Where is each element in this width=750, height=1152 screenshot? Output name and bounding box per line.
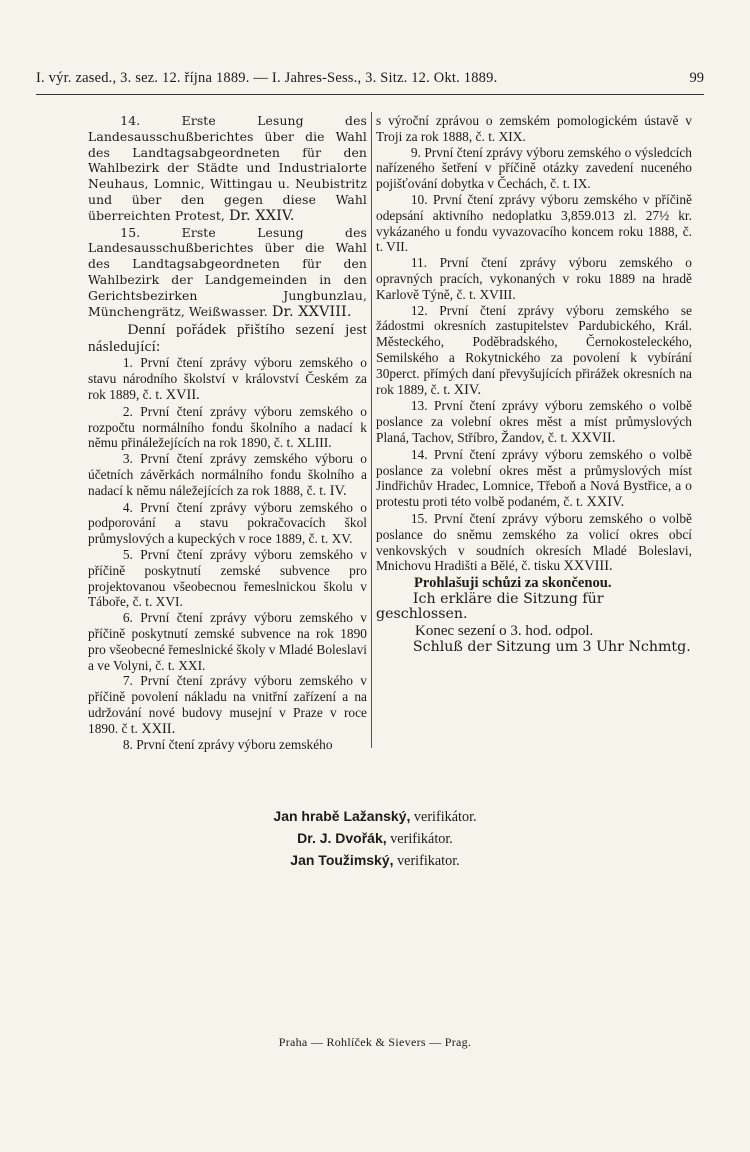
agenda-item: 13. První čtení zprávy výboru zemského o volbě poslance za volební okres měst a míst průmyslových Planá, Tachov, Stříbro, Žandov, č. t. XXVII. bbox=[376, 398, 692, 446]
agenda-item: 14. První čtení zprávy výboru zemského o volbě poslance za volební okres měst a průmyslových míst Jindřichův Hradec, Lomnice, Třeboň a Nová Bystřice, a o protestu proti této volbě podaném, č. t. XXIV. bbox=[376, 446, 692, 511]
agenda-item: 15. První čtení zprávy výboru zemského o volbě poslance do sněmu zemského za volicí okres obcí venkovských v soudních okresích Mladé Boleslavi, Mnichovu Hradišti a Bělé, č. tisku XXVIII. bbox=[376, 510, 692, 575]
column-separator bbox=[371, 112, 372, 748]
agenda-heading: Denní pořádek přištího sezení jest následující: bbox=[88, 321, 367, 356]
item-text: Erste Lesung des Landesausschußberichtes über die Wahl des Landtagsabgeordneten für den Wahlbezirk der Städte und Industrialorte Neuhaus, Lomnic, Wittingau u. Neubistritz und über den gegen diese Wahl überreichten Protest, bbox=[88, 113, 367, 223]
item-number: 15. bbox=[120, 224, 141, 240]
closing-statement-cs: Prohlašuji schůzi za skončenou. bbox=[413, 575, 612, 592]
agenda-item: 5. První čtení zprávy výboru zemského v příčině poskytnutí zemské subvence pro projektovanou všeobecnou řemeslnickou školu v Táboře, č. t. XVI. bbox=[88, 546, 367, 610]
print-reference: Dr. XXIV. bbox=[229, 207, 295, 224]
end-time-de: Schluß der Sitzung um 3 Uhr Nchmtg. bbox=[412, 638, 691, 655]
item-number: 14. bbox=[120, 113, 141, 128]
agenda-item: 7. První čtení zprávy výboru zemského v příčině povolení nákladu na vnitřní zařízení a na udržování nové budovy musejní v Praze v roce 1890. č t. XXII. bbox=[88, 673, 367, 737]
agenda-item: 2. První čtení zprávy výboru zemského o rozpočtu normálního fondu školního a nadací k němu přináležejících na rok 1890, č. t. XLIII. bbox=[88, 403, 367, 451]
header-title: I. výr. zased., 3. sez. 12. října 1889. — I. Jahres-Sess., 3. Sitz. 12. Okt. 1889. bbox=[36, 70, 498, 86]
agenda-item: 1. První čtení zprávy výboru zemského o stavu národního školství v království Českém za rok 1889, č. t. XVII. bbox=[88, 355, 367, 403]
running-header bbox=[36, 70, 704, 90]
agenda-item-14-de bbox=[88, 113, 367, 225]
header-rule bbox=[36, 94, 704, 95]
agenda-item: 12. První čtení zprávy výboru zemského se žádostmi okresních zastupitelstev Pardubického, Král. Městeckého, Poděbradského, Černokosteleckého, Semilského a Rokytnického za povolení k vybírání 30perct. přímých daní převyšujících přirážek okresních na rok 1889, č. t. XIV. bbox=[376, 302, 692, 398]
verifier-line: Dr. J. Dvořák, verifikátor. bbox=[297, 830, 453, 847]
agenda-item: 10. První čtení zprávy výboru zemského v příčině odepsání aktivního nedoplatku 3,859.013 zl. 27½ kr. vykázaného u fondu vyvazovacího koncem roku 1888, č. t. VII. bbox=[376, 191, 692, 255]
page-number: 99 bbox=[689, 70, 704, 86]
agenda-item-15-de bbox=[88, 225, 367, 321]
right-column bbox=[376, 113, 692, 656]
agenda-item: 3. První čtení zprávy zemského výboru o účetních závěrkách normálního fondu školního a nadací k němu náležejících za rok 1888, č. t. IV. bbox=[88, 451, 367, 499]
closing-statement-de: Ich erkläre die Sitzung für geschlossen. bbox=[376, 590, 604, 623]
print-reference: Dr. XXVIII. bbox=[271, 303, 352, 320]
verifier-line: Jan Toužimský, verifikator. bbox=[290, 852, 460, 869]
agenda-item: 9. První čtení zprávy výboru zemského o výsledcích nařízeného šetření v příčině otázky zavedení nuceného pojišťování dobytka v Čechách, č. t. IX. bbox=[376, 144, 692, 192]
agenda-item: 4. První čtení zprávy výboru zemského o podporování a stavu pokračovacích škol průmyslových a kupeckých v roce 1889, č. t. XV. bbox=[88, 499, 367, 547]
left-column bbox=[88, 113, 367, 753]
agenda-item: 8. První čtení zprávy výboru zemského bbox=[122, 737, 333, 753]
agenda-item: 6. První čtení zprávy výboru zemského v příčině poskytnutí zemské subvence na rok 1890 pro všeobecné řemeslnické školy v Mladé Boleslavi a ve Volyni, č. t. XXI. bbox=[88, 610, 367, 673]
printer-imprint: Praha — Rohlíček & Sievers — Prag. bbox=[278, 1035, 472, 1049]
item-text: Erste Lesung des Landesausschußberichtes über die Wahl des Landtagsabgeordneten für den Wahlbezirk der Landgemeinden in den Gerichtsbezirken Jungbunzlau, Münchengrätz, Weißwasser. bbox=[88, 224, 367, 319]
verifier-line: Jan hrabě Lažanský, verifikátor. bbox=[273, 808, 477, 825]
verifier-signatures bbox=[0, 806, 750, 872]
agenda-item-continuation: s výroční zprávou o zemském pomologickém ústavě v Troji za rok 1888, č. t. XIX. bbox=[376, 113, 692, 144]
end-time-cs: Konec sezení o 3. hod. odpol. bbox=[415, 623, 594, 640]
agenda-item: 11. První čtení zprávy výboru zemského o opravných pracích, vykonaných v roku 1889 na hradě Karlově Týně, č. t. XVIII. bbox=[376, 255, 692, 302]
